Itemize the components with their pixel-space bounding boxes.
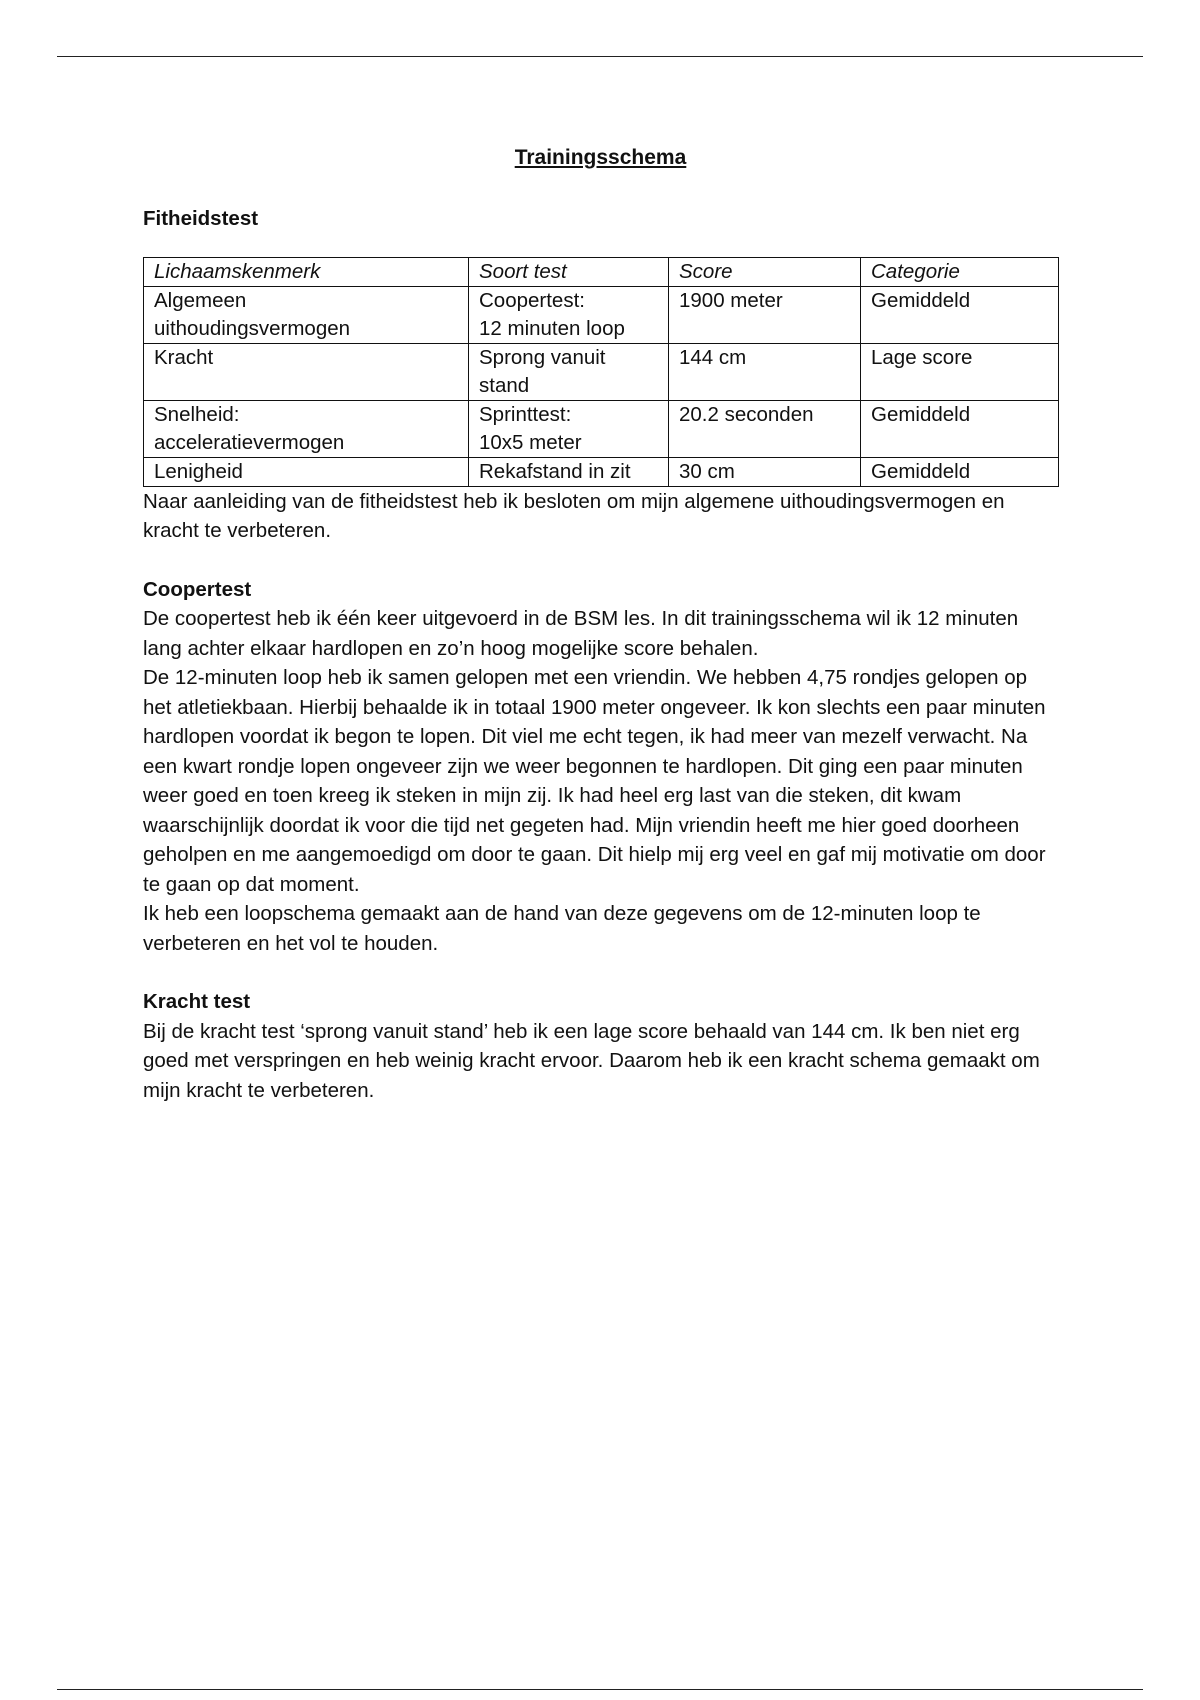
cell-score: 20.2 seconden — [669, 400, 861, 457]
fitheidstest-table — [143, 257, 1059, 487]
table-row — [144, 286, 1059, 343]
coopertest-paragraph-1: De coopertest heb ik één keer uitgevoerd in de BSM les. In dit trainingsschema wil ik 12 minuten lang achter elkaar hardlopen en zo’n hoog mogelijke score behalen. — [143, 607, 1019, 660]
footer-rule — [57, 1689, 1143, 1690]
cell-kenmerk — [144, 286, 469, 343]
heading-coopertest: Coopertest — [143, 577, 252, 601]
cell-line: Snelheid: — [154, 402, 240, 426]
coopertest-paragraph-3: Ik heb een loopschema gemaakt aan de hand van deze gegevens om de 12-minuten loop te verbeteren en het vol te houden. — [143, 902, 981, 955]
document-title: Trainingsschema — [514, 146, 687, 169]
cell-categorie: Lage score — [861, 343, 1059, 400]
cell-line: 12 minuten loop — [479, 316, 625, 340]
cell-score: 144 cm — [669, 343, 861, 400]
krachttest-paragraph-1: Bij de kracht test ‘sprong vanuit stand’ heb ik een lage score behaald van 144 cm. Ik ben niet erg goed met verspringen en heb weinig kracht ervoor. Daarom heb ik een kracht schema gemaakt om mijn kracht te verbeteren. — [143, 1019, 1040, 1102]
column-header-score: Score — [669, 257, 861, 286]
cell-line: 10x5 meter — [479, 430, 582, 454]
cell-categorie: Gemiddeld — [861, 457, 1059, 486]
heading-fitheidstest: Fitheidstest — [143, 207, 259, 230]
table-row — [144, 343, 1059, 400]
document-body — [143, 143, 1058, 1105]
heading-kracht-test: Kracht test — [143, 990, 251, 1013]
cell-line: Algemeen — [154, 288, 247, 312]
cell-kenmerk: Kracht — [144, 343, 469, 400]
column-header-categorie: Categorie — [861, 257, 1059, 286]
cell-line: Sprinttest: — [479, 402, 572, 426]
cell-kenmerk — [144, 400, 469, 457]
cell-score: 30 cm — [669, 457, 861, 486]
cell-kenmerk: Lenigheid — [144, 457, 469, 486]
cell-line: stand — [479, 373, 530, 397]
cell-line: uithoudingsvermogen — [154, 316, 351, 340]
column-header-soort-test: Soort test — [469, 257, 669, 286]
fitheidstest-conclusion: Naar aanleiding van de fitheidstest heb ik besloten om mijn algemene uithoudingsvermogen en kracht te verbeteren. — [143, 489, 1005, 542]
column-header-lichaamskenmerk: Lichaamskenmerk — [144, 257, 469, 286]
cell-line: Sprong vanuit — [479, 345, 606, 369]
table-row — [144, 400, 1059, 457]
table-header-row — [144, 257, 1059, 286]
cell-test: Rekafstand in zit — [469, 457, 669, 486]
header-rule — [57, 56, 1143, 57]
cell-score: 1900 meter — [669, 286, 861, 343]
cell-test — [469, 286, 669, 343]
cell-test — [469, 343, 669, 400]
table-row — [144, 457, 1059, 486]
cell-categorie: Gemiddeld — [861, 400, 1059, 457]
cell-line: Coopertest: — [479, 288, 585, 312]
cell-line: acceleratievermogen — [154, 430, 345, 454]
cell-categorie: Gemiddeld — [861, 286, 1059, 343]
cell-test — [469, 400, 669, 457]
coopertest-paragraph-2: De 12-minuten loop heb ik samen gelopen met een vriendin. We hebben 4,75 rondjes gelopen op het atletiekbaan. Hierbij behaalde ik in totaal 1900 meter ongeveer. Ik kon slechts een paar minuten hardlopen voordat ik begon te lopen. Dit viel me echt tegen, ik had meer van mezelf verwacht. Na een kwart rondje lopen ongeveer zijn we weer begonnen te hardlopen. Dit ging een paar minuten weer goed en toen kreeg ik steken in mijn zij. Ik had heel erg last van die steken, dit kwam waarschijnlijk doordat ik voor die tijd net gegeten had. Mijn vriendin heeft me hier goed doorheen geholpen en me aangemoedigd om door te gaan. Dit hielp mij erg veel en gaf mij motivatie om door te gaan op dat moment. — [143, 666, 1046, 896]
